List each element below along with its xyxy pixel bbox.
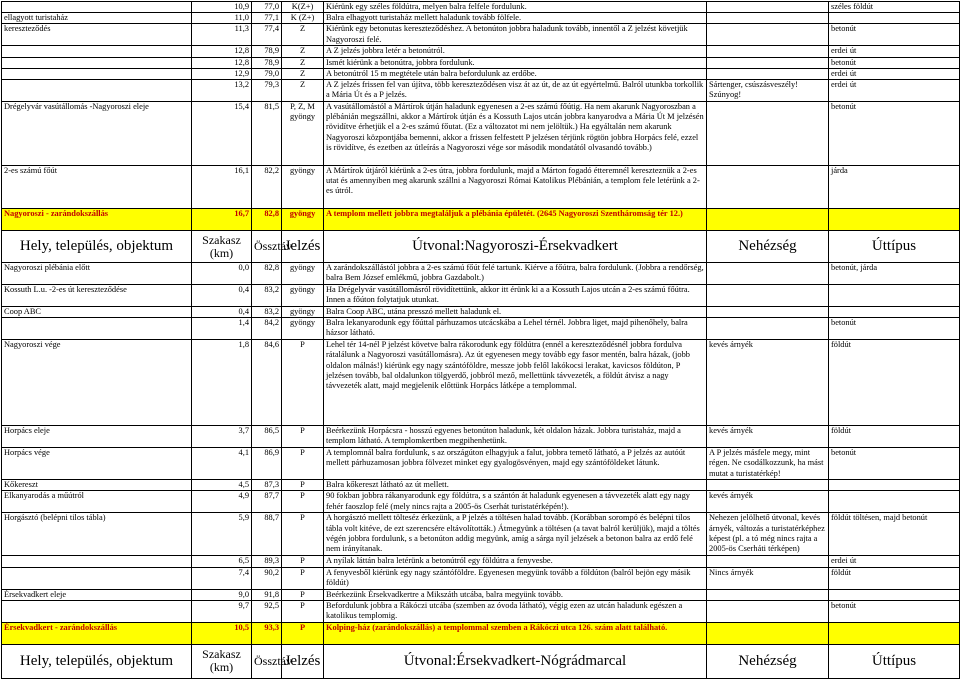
table-row <box>2 340 960 426</box>
segment-km-cell: 13,2 <box>192 80 252 102</box>
segment-km-cell: 7,4 <box>192 567 252 589</box>
path-type-cell: betonút <box>829 318 960 340</box>
segment-km-cell: 16,7 <box>192 209 252 231</box>
total-km-cell: 77,4 <box>252 24 282 46</box>
difficulty-cell <box>707 480 829 491</box>
description-cell: Ismét kiérünk a betonútra, jobbra fordulunk. <box>324 57 707 68</box>
path-type-cell: földút <box>829 567 960 589</box>
difficulty-cell <box>707 600 829 622</box>
table-row <box>2 80 960 102</box>
description-cell: A templom mellett jobbra megtaláljuk a plébánia épületét. (2645 Nagyoroszi Szentháromság tér 12.) <box>324 209 707 231</box>
total-km-cell: 79,3 <box>252 80 282 102</box>
total-km-cell: 93,3 <box>252 622 282 644</box>
total-km-cell: 82,2 <box>252 166 282 209</box>
description-cell: Balra Coop ABC, utána presszó mellett haladunk el. <box>324 307 707 318</box>
path-type-cell <box>829 589 960 600</box>
difficulty-cell <box>707 24 829 46</box>
header-segment: Szakasz (km) <box>192 644 252 678</box>
place-cell: Horpács eleje <box>2 426 192 448</box>
description-cell: Ha Drégelyvár vasútállomásról rövidítettünk, akkor itt érünk ki a a Kossuth Lajos utcán a 2-es számú főútra. Innen a főúton folytatjuk utunkat. <box>324 285 707 307</box>
table-row <box>2 285 960 307</box>
header-route-title: Útvonal:Nagyoroszi-Érsekvadkert <box>324 231 707 263</box>
header-difficulty: Nehézség <box>707 231 829 263</box>
place-cell <box>2 80 192 102</box>
mark-cell: P <box>282 426 324 448</box>
path-type-cell <box>829 307 960 318</box>
place-cell: Horpács vége <box>2 448 192 480</box>
place-cell: Érsekvadkert - zarándokszállás <box>2 622 192 644</box>
total-km-cell: 87,3 <box>252 480 282 491</box>
mark-cell: P <box>282 589 324 600</box>
path-type-cell: betonút <box>829 102 960 166</box>
place-cell: Coop ABC <box>2 307 192 318</box>
place-cell: 2-es számú főút <box>2 166 192 209</box>
segment-km-cell: 16,1 <box>192 166 252 209</box>
place-cell <box>2 2 192 13</box>
table-row <box>2 307 960 318</box>
mark-cell: P <box>282 480 324 491</box>
place-cell <box>2 57 192 68</box>
difficulty-cell: Nehezen jelölhető útvonal, kevés árnyék, változás a turistatérképhez képest (pl. a tó még nincs rajta a 2005-ös Cserháti térképen) <box>707 513 829 556</box>
segment-km-cell: 0,4 <box>192 285 252 307</box>
segment-km-cell: 9,0 <box>192 589 252 600</box>
description-cell: Balra lekanyarodunk egy főúttal párhuzamos utcácskába a Lehel térnél. Jobbra liget, majd pihenőhely, balra házsor látható. <box>324 318 707 340</box>
path-type-cell: betonút <box>829 448 960 480</box>
header-route-title: Útvonal:Érsekvadkert-Nógrádmarcal <box>324 644 707 678</box>
description-cell: A templomnál balra fordulunk, s az országúton elhagyjuk a falut, jobbra temető látható, a P jelzés az autóút mellett párhuzamosan jobbra fölvezet minket egy gyalogösvényen, majd egy szántóföldeket látunk. <box>324 448 707 480</box>
mark-cell: K (Z+) <box>282 13 324 24</box>
description-cell: A betonútról 15 m megtétele után balra befordulunk az erdőbe. <box>324 68 707 79</box>
difficulty-cell <box>707 263 829 285</box>
segment-km-cell: 0,4 <box>192 307 252 318</box>
header-path-type: Úttípus <box>829 644 960 678</box>
difficulty-cell <box>707 318 829 340</box>
difficulty-cell <box>707 68 829 79</box>
mark-cell: gyöngy <box>282 263 324 285</box>
segment-km-cell: 4,1 <box>192 448 252 480</box>
mark-cell: gyöngy <box>282 307 324 318</box>
mark-cell: P <box>282 491 324 513</box>
place-cell: Kossuth L.u. -2-es út kereszteződése <box>2 285 192 307</box>
place-cell <box>2 600 192 622</box>
total-km-cell: 90,2 <box>252 567 282 589</box>
header-mark: Jelzés <box>282 231 324 263</box>
path-type-cell <box>829 209 960 231</box>
path-type-cell: betonút, járda <box>829 263 960 285</box>
path-type-cell <box>829 285 960 307</box>
mark-cell: Z <box>282 46 324 57</box>
difficulty-cell <box>707 589 829 600</box>
table-row <box>2 491 960 513</box>
difficulty-cell <box>707 57 829 68</box>
route-table <box>1 1 960 679</box>
description-cell: A Z jelzés frissen fel van újítva, több kereszteződésen visz át az út, de az út egyértelmű. Balról utunkba torkollik a Mária Út és a P jelzés. <box>324 80 707 102</box>
table-row <box>2 2 960 13</box>
description-cell: A horgásztó mellett tölteséz érkezünk, a P jelzés a töltésen halad tovább. (Korábban sorompó és belépni tilos tábla volt kitéve, de ezt szerencsére eltávolították.) Átmegyünk a töltésen (a tavat balról kerüljük), majd a töltés végén jobbra fordulunk, s a betonúton addig megyünk, amíg a sárga nyíl jelzések a betonon balra az erdő felé nem irányítanak. <box>324 513 707 556</box>
description-cell: Befordulunk jobbra a Rákóczi utcába (szemben az óvoda látható), végig ezen az utcán haladunk egészen a katolikus templomig. <box>324 600 707 622</box>
mark-cell: Z <box>282 80 324 102</box>
path-type-cell: földút töltésen, majd betonút <box>829 513 960 556</box>
difficulty-cell <box>707 13 829 24</box>
mark-cell: P <box>282 556 324 567</box>
place-cell: Drégelyvár vasútállomás -Nagyoroszi eleje <box>2 102 192 166</box>
description-cell: Kiérünk egy széles földútra, melyen balra felfele fordulunk. <box>324 2 707 13</box>
mark-cell: P <box>282 622 324 644</box>
description-cell: A Mártírok útjáról kiérünk a 2-es útra, jobbra fordulunk, majd a Márton fogadó étteremnél kereszteznük a 2-es utat és amennyiben meg akarunk szállni a Nagyoroszi Római Katolikus Plébánián, a templom fele letérünk a 2-es útról. <box>324 166 707 209</box>
description-cell: A fenyvesből kiérünk egy nagy szántóföldre. Egyenesen megyünk tovább a földúton (balról bejön egy másik földút) <box>324 567 707 589</box>
table-row <box>2 318 960 340</box>
total-km-cell: 82,8 <box>252 209 282 231</box>
header-total: Össztáv <box>252 231 282 263</box>
table-row <box>2 102 960 166</box>
segment-km-cell: 12,8 <box>192 57 252 68</box>
total-km-cell: 83,2 <box>252 285 282 307</box>
table-row <box>2 600 960 622</box>
table-row <box>2 556 960 567</box>
mark-cell: P <box>282 340 324 426</box>
difficulty-cell: kevés árnyék <box>707 426 829 448</box>
place-cell <box>2 318 192 340</box>
segment-km-cell: 11,0 <box>192 13 252 24</box>
path-type-cell: erdei út <box>829 80 960 102</box>
difficulty-cell <box>707 556 829 567</box>
table-row <box>2 448 960 480</box>
total-km-cell: 91,8 <box>252 589 282 600</box>
total-km-cell: 81,5 <box>252 102 282 166</box>
path-type-cell: erdei út <box>829 556 960 567</box>
description-cell: Beérkezünk Érsekvadkertre a Mikszáth utcába, balra megyünk tovább. <box>324 589 707 600</box>
total-km-cell: 77,1 <box>252 13 282 24</box>
table-row <box>2 13 960 24</box>
mark-cell: Z <box>282 68 324 79</box>
table-row <box>2 57 960 68</box>
segment-km-cell: 9,7 <box>192 600 252 622</box>
place-cell: Elkanyarodás a műútról <box>2 491 192 513</box>
total-km-cell: 79,0 <box>252 68 282 79</box>
mark-cell: P, Z, M gyöngy <box>282 102 324 166</box>
place-cell <box>2 68 192 79</box>
place-cell: Kőkereszt <box>2 480 192 491</box>
segment-km-cell: 4,9 <box>192 491 252 513</box>
path-type-cell <box>829 491 960 513</box>
place-cell: kereszteződés <box>2 24 192 46</box>
place-cell <box>2 46 192 57</box>
table-row <box>2 480 960 491</box>
description-cell: Kiérünk egy betonutas kereszteződéshez. A betonúton jobbra haladunk tovább, innentől a Z jelzést követjük Nagyoroszi felé. <box>324 24 707 46</box>
table-row <box>2 513 960 556</box>
place-cell: Horgásztó (belépni tilos tábla) <box>2 513 192 556</box>
description-cell: Beérkezünk Horpácsra - hosszú egyenes betonúton haladunk, két oldalon házak. Jobbra turistaház, majd a templom látható. A templomkertben megpihenhetünk. <box>324 426 707 448</box>
path-type-cell <box>829 13 960 24</box>
mark-cell: P <box>282 448 324 480</box>
total-km-cell: 84,2 <box>252 318 282 340</box>
header-place: Hely, település, objektum <box>2 231 192 263</box>
table-row <box>2 46 960 57</box>
section-header-row <box>2 231 960 263</box>
total-km-cell: 86,9 <box>252 448 282 480</box>
mark-cell: gyöngy <box>282 285 324 307</box>
table-row <box>2 567 960 589</box>
header-segment: Szakasz (km) <box>192 231 252 263</box>
place-cell: ellagyott turistaház <box>2 13 192 24</box>
difficulty-cell: kevés árnyék <box>707 491 829 513</box>
segment-km-cell: 1,4 <box>192 318 252 340</box>
table-row <box>2 24 960 46</box>
description-cell: Balra kőkereszt látható az út mellett. <box>324 480 707 491</box>
total-km-cell: 83,2 <box>252 307 282 318</box>
mark-cell: P <box>282 600 324 622</box>
difficulty-cell: kevés árnyék <box>707 340 829 426</box>
total-km-cell: 87,7 <box>252 491 282 513</box>
segment-km-cell: 0,0 <box>192 263 252 285</box>
segment-km-cell: 3,7 <box>192 426 252 448</box>
table-row <box>2 622 960 644</box>
difficulty-cell: Sártenger, csúszásveszély! Szúnyog! <box>707 80 829 102</box>
difficulty-cell <box>707 166 829 209</box>
path-type-cell: betonút <box>829 24 960 46</box>
difficulty-cell <box>707 2 829 13</box>
path-type-cell: betonút <box>829 600 960 622</box>
difficulty-cell <box>707 285 829 307</box>
description-cell: 90 fokban jobbra rákanyarodunk egy földútra, s a szántón át haladunk egyenesen a távvezeték alatt egy nagy fehér faoszlop felé (mely nincs rajta a 2005-ös Cserhát turistatérképén!). <box>324 491 707 513</box>
header-total: Össztáv <box>252 644 282 678</box>
total-km-cell: 88,7 <box>252 513 282 556</box>
total-km-cell: 84,6 <box>252 340 282 426</box>
mark-cell: Z <box>282 57 324 68</box>
table-row <box>2 68 960 79</box>
segment-km-cell: 1,8 <box>192 340 252 426</box>
segment-km-cell: 12,8 <box>192 46 252 57</box>
description-cell: A zarándokszállástól jobbra a 2-es számú főút felé tartunk. Kiérve a főútra, balra fordulunk. (Jobbra a rendőrség, balra Bem József emlékmű, jobbra Gazdabolt.) <box>324 263 707 285</box>
table-row <box>2 166 960 209</box>
path-type-cell <box>829 622 960 644</box>
difficulty-cell <box>707 622 829 644</box>
description-cell: Balra elhagyott turistaház mellett haladunk tovább fölfele. <box>324 13 707 24</box>
segment-km-cell: 15,4 <box>192 102 252 166</box>
mark-cell: P <box>282 567 324 589</box>
mark-cell: gyöngy <box>282 318 324 340</box>
segment-km-cell: 11,3 <box>192 24 252 46</box>
total-km-cell: 78,9 <box>252 57 282 68</box>
mark-cell: K(Z+) <box>282 2 324 13</box>
header-place: Hely, település, objektum <box>2 644 192 678</box>
total-km-cell: 82,8 <box>252 263 282 285</box>
path-type-cell: földút <box>829 340 960 426</box>
description-cell: Kolping-ház (zarándokszállás) a templommal szemben a Rákóczi utca 126. szám alatt található. <box>324 622 707 644</box>
segment-km-cell: 4,5 <box>192 480 252 491</box>
header-difficulty: Nehézség <box>707 644 829 678</box>
mark-cell: gyöngy <box>282 166 324 209</box>
path-type-cell: széles földút <box>829 2 960 13</box>
difficulty-cell <box>707 307 829 318</box>
description-cell: Lehel tér 14-nél P jelzést követve balra rákorodunk egy földútra (ennél a kereszteződésnél jobbra fordulva rátalálunk a Nagyoroszi vasútállomásra). Az út egyenesen megy tovább egy fasor mentén, balra házak, (jobb oldalon málnás!) kiérünk egy nagy szántóföldre, messze jobb felől lakókocsi lerakat, kavicsos földúton, P jelzésen tovább, bal oldalunkon tölgyerdő, jobbról mező, mellettünk távvezeték, a földút átvisz a nagy távvezeték alatt, majd megjelenik előttünk Horpács látképe a templommal. <box>324 340 707 426</box>
path-type-cell <box>829 480 960 491</box>
total-km-cell: 92,5 <box>252 600 282 622</box>
place-cell: Nagyoroszi vége <box>2 340 192 426</box>
place-cell <box>2 556 192 567</box>
difficulty-cell: A P jelzés másfele megy, mint régen. Ne csodálkozzunk, ha mást mutat a turistatérkép! <box>707 448 829 480</box>
difficulty-cell <box>707 46 829 57</box>
description-cell: A Z jelzés jobbra letér a betonútról. <box>324 46 707 57</box>
header-mark: Jelzés <box>282 644 324 678</box>
table-row <box>2 426 960 448</box>
segment-km-cell: 12,9 <box>192 68 252 79</box>
segment-km-cell: 5,9 <box>192 513 252 556</box>
section-header-row <box>2 644 960 678</box>
path-type-cell: betonút <box>829 57 960 68</box>
place-cell: Érsekvadkert eleje <box>2 589 192 600</box>
table-row <box>2 209 960 231</box>
path-type-cell: járda <box>829 166 960 209</box>
table-row <box>2 589 960 600</box>
path-type-cell: földút <box>829 426 960 448</box>
path-type-cell: erdei út <box>829 68 960 79</box>
difficulty-cell: Nincs árnyék <box>707 567 829 589</box>
place-cell <box>2 567 192 589</box>
difficulty-cell <box>707 102 829 166</box>
total-km-cell: 86,5 <box>252 426 282 448</box>
mark-cell: gyöngy <box>282 209 324 231</box>
description-cell: A vasútállomástól a Mártírok útján haladunk egyenesen a 2-es számú főútig. Ha nem akarunk Nagyoroszban a plébánián megszállni, akkor a Mártírok útján és a Kossuth Lajos utcán jobbra kanyarodva a Mária Út M jelzésén rövidítve érhetjük el a 2-es számú főutat. (Ez a változatot mi nem jelöltük.) Ha egyáltalán nem akarunk Nagyoroszi központjába bemenni, akkor a frissen felfestett P jelzésen térjünk rögtön jobbra Horpács felé, ezzel is rövidítve, és ezetben az útleírás a Nagyoroszi vége sor második mondatától olvasandó tovább.) <box>324 102 707 166</box>
mark-cell: P <box>282 513 324 556</box>
place-cell: Nagyoroszi - zarándokszállás <box>2 209 192 231</box>
table-row <box>2 263 960 285</box>
segment-km-cell: 10,5 <box>192 622 252 644</box>
path-type-cell: erdei út <box>829 46 960 57</box>
total-km-cell: 77,0 <box>252 2 282 13</box>
mark-cell: Z <box>282 24 324 46</box>
difficulty-cell <box>707 209 829 231</box>
description-cell: A nyílak láttán balra letérünk a betonútról egy földútra a fenyvesbe. <box>324 556 707 567</box>
total-km-cell: 89,3 <box>252 556 282 567</box>
segment-km-cell: 6,5 <box>192 556 252 567</box>
segment-km-cell: 10,9 <box>192 2 252 13</box>
total-km-cell: 78,9 <box>252 46 282 57</box>
place-cell: Nagyoroszi plébánia előtt <box>2 263 192 285</box>
header-path-type: Úttípus <box>829 231 960 263</box>
